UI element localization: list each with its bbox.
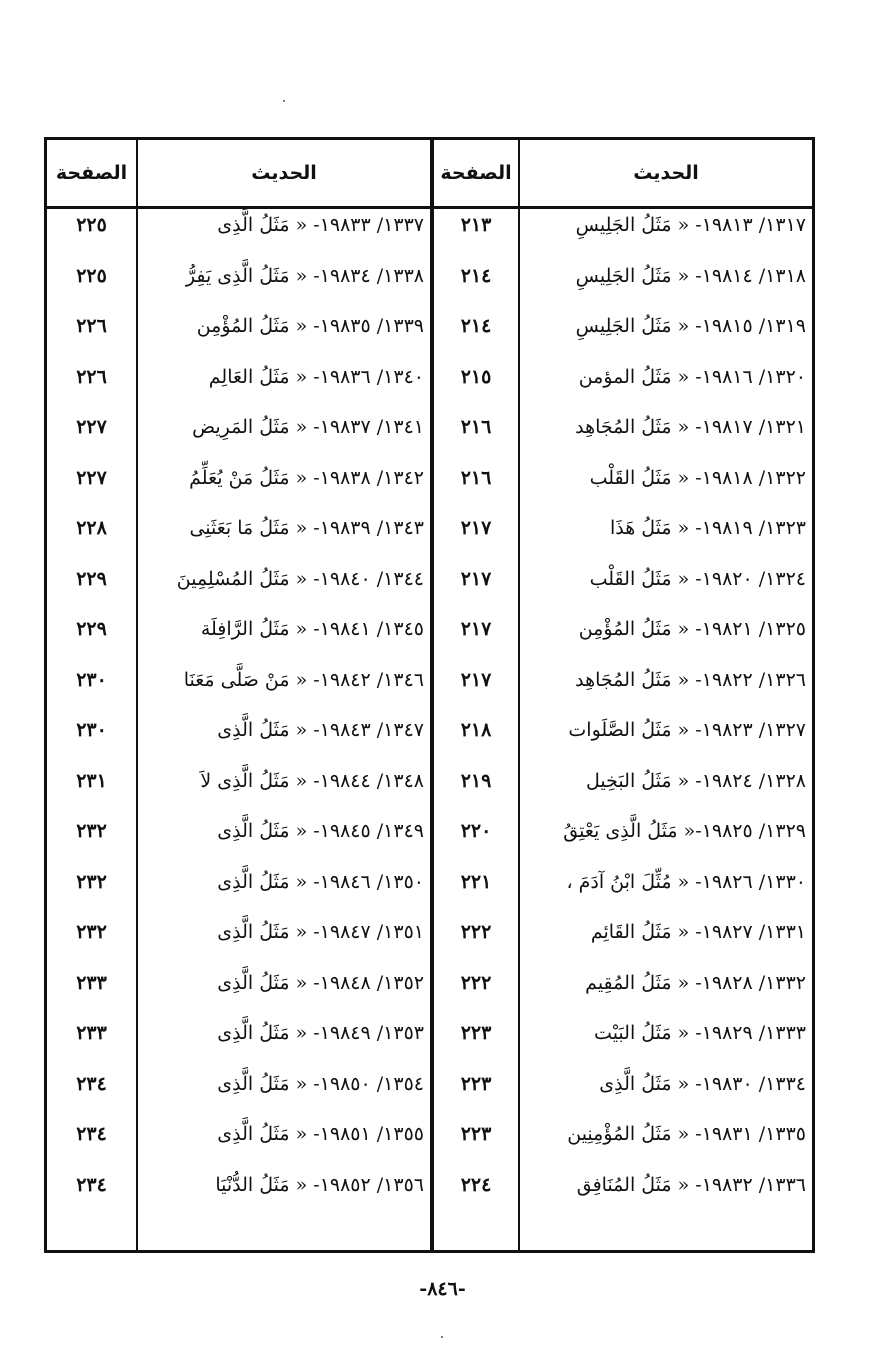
page-ref-right: ٢١٦ [460, 466, 492, 489]
page-number: -٨٤٦- [419, 1278, 466, 1300]
page-ref-right: ٢١٥ [460, 365, 492, 388]
hadith-entry-left: ١٣٤٦/ ١٩٨٤٢- « مَنْ صَلَّى مَعَنَا [183, 668, 424, 691]
hadith-entry-left: ١٣٤٧/ ١٩٨٤٣- « مَثَلُ الَّذِى [217, 719, 424, 741]
page-ref-left: ٢٣١ [76, 769, 107, 792]
hadith-entry-left: ١٣٤٢/ ١٩٨٣٨- « مَثَلُ مَنْ يُعَلِّمُ [189, 466, 424, 489]
page-ref-right: ٢١٧ [460, 517, 492, 539]
hadith-entry-right: ١٣٢٨/ ١٩٨٢٤- « مَثَلُ البَخِيل [586, 769, 806, 792]
hadith-entry-right: ١٣٢٥/ ١٩٨٢١- « مَثَلُ المُؤْمِن [578, 618, 806, 640]
hadith-entry-left: ١٣٤٠/ ١٩٨٣٦- « مَثَلُ العَالِم [208, 365, 424, 388]
page-ref-left: ٢٢٨ [76, 517, 107, 539]
hadith-entry-right: ١٣٣٢/ ١٩٨٢٨- « مَثَلُ المُقِيم [585, 971, 806, 994]
hadith-entry-left: ١٣٤٣/ ١٩٨٣٩- « مَثَلُ مَا بَعَثَنِى [189, 517, 424, 539]
hadith-entry-left: ١٣٣٩/ ١٩٨٣٥- « مَثَلُ المُؤْمِن [196, 315, 424, 337]
hadith-entry-left: ١٣٣٨/ ١٩٨٣٤- « مَثَلُ الَّذِى يَفِرُّ [185, 264, 424, 287]
page-ref-right: ٢١٦ [460, 416, 492, 438]
hadith-entry-left: ١٣٥٤/ ١٩٨٥٠- « مَثَلُ الَّذِى [217, 1072, 424, 1095]
header-hadith-right: الحديث [633, 162, 699, 184]
page-ref-left: ٢٣٢ [76, 820, 107, 842]
index-table [44, 137, 815, 1253]
page-ref-right: ٢١٣ [460, 214, 492, 236]
page-ref-left: ٢٣٣ [76, 1022, 107, 1044]
hadith-entry-left: ١٣٥٢/ ١٩٨٤٨- « مَثَلُ الَّذِى [217, 971, 424, 994]
page-ref-left: ٢٢٩ [76, 567, 107, 590]
page-ref-left: ٢٢٦ [76, 365, 107, 388]
page-ref-right: ٢١٧ [460, 668, 492, 691]
hadith-entry-right: ١٣٢٧/ ١٩٨٢٣- « مَثَلُ الصَّلَوات [568, 719, 806, 741]
hadith-entry-left: ١٣٥٥/ ١٩٨٥١- « مَثَلُ الَّذِى [217, 1123, 424, 1145]
page-ref-right: ٢٢٣ [460, 1072, 492, 1095]
hadith-entry-right: ١٣٣٥/ ١٩٨٣١- « مَثَلُ المُؤْمِنِين [567, 1123, 806, 1145]
page-ref-left: ٢٣٢ [76, 870, 107, 893]
hadith-entry-left: ١٣٤٤/ ١٩٨٤٠- « مَثَلُ المُسْلِمِينَ [176, 567, 424, 590]
page-ref-right: ٢١٤ [460, 315, 492, 337]
hadith-entry-right: ١٣١٨/ ١٩٨١٤- « مَثَلُ الجَلِيسِ [575, 264, 806, 287]
page-ref-left: ٢٢٦ [76, 315, 107, 337]
page-ref-left: ٢٢٧ [76, 466, 107, 489]
hadith-entry-left: ١٣٤٨/ ١٩٨٤٤- « مَثَلُ الَّذِى لاَ [200, 769, 424, 792]
hadith-entry-right: ١٣١٩/ ١٩٨١٥- « مَثَلُ الجَلِيسِ [575, 315, 806, 337]
page-ref-right: ٢٢١ [460, 870, 492, 893]
page-ref-right: ٢٢٢ [460, 971, 492, 994]
page-ref-right: ٢١٨ [460, 719, 492, 741]
hadith-entry-left: ١٣٤١/ ١٩٨٣٧- « مَثَلُ المَرِيض [192, 416, 424, 438]
page-ref-right: ٢٢٤ [460, 1173, 492, 1196]
hadith-entry-right: ١٣٣١/ ١٩٨٢٧- « مَثَلُ القَائِم [590, 921, 806, 943]
page-ref-left: ٢٣٤ [76, 1173, 107, 1196]
page-ref-left: ٢٢٥ [76, 214, 107, 236]
page-ref-right: ٢٢٠ [460, 820, 492, 842]
page-ref-left: ٢٣٣ [76, 971, 107, 994]
hadith-entry-right: ١٣٣٣/ ١٩٨٢٩- « مَثَلُ البَيْت [594, 1022, 806, 1044]
hadith-entry-right: ١٣٢٩/ ١٩٨٢٥-« مَثَلُ الَّذِى يَعْتِقُ [563, 820, 806, 842]
page-ref-right: ٢١٧ [460, 618, 492, 640]
hadith-entry-left: ١٣٥٣/ ١٩٨٤٩- « مَثَلُ الَّذِى [217, 1022, 424, 1044]
page-ref-left: ٢٣٠ [76, 668, 107, 691]
hadith-entry-left: ١٣٣٧/ ١٩٨٣٣- « مَثَلُ الَّذِى [217, 214, 424, 236]
page-ref-right: ٢١٤ [460, 264, 492, 287]
page-ref-left: ٢٢٩ [76, 618, 107, 640]
header-page-left: الصفحة [55, 162, 128, 184]
page-ref-right: ٢٢٣ [460, 1022, 492, 1044]
page-ref-left: ٢٣٤ [76, 1123, 107, 1145]
hadith-entry-right: ١٣٣٠/ ١٩٨٢٦- « مُثِّلَ ابْنُ آدَمَ ، [566, 870, 806, 893]
page-ref-right: ٢١٩ [460, 769, 492, 792]
page-ref-left: ٢٣٢ [76, 921, 107, 943]
speck [441, 1336, 443, 1338]
hadith-entry-left: ١٣٥٠/ ١٩٨٤٦- « مَثَلُ الَّذِى [217, 870, 424, 893]
hadith-entry-right: ١٣٢٣/ ١٩٨١٩- « مَثَلُ هَذَا [609, 517, 806, 539]
hadith-entry-right: ١٣٢٢/ ١٩٨١٨- « مَثَلُ القَلْب [589, 466, 806, 489]
hadith-entry-right: ١٣٢٠/ ١٩٨١٦- « مَثَلُ المؤمن [578, 365, 806, 388]
hadith-entry-right: ١٣٣٦/ ١٩٨٣٢- « مَثَلُ المُنَافِق [576, 1173, 806, 1196]
page-ref-left: ٢٣٠ [76, 719, 107, 741]
header-hadith-left: الحديث [251, 162, 317, 184]
page-ref-left: ٢٣٤ [76, 1072, 107, 1095]
page-ref-right: ٢٢٢ [460, 921, 492, 943]
page-ref-right: ٢٢٣ [460, 1123, 492, 1145]
header-page-right: الصفحة [440, 162, 512, 184]
hadith-entry-right: ١٣٢٤/ ١٩٨٢٠- « مَثَلُ القَلْب [589, 567, 806, 590]
hadith-entry-right: ١٣٣٤/ ١٩٨٣٠- « مَثَلُ الَّذِى [599, 1072, 806, 1095]
hadith-entry-left: ١٣٥١/ ١٩٨٤٧- « مَثَلُ الَّذِى [217, 921, 424, 943]
page-ref-right: ٢١٧ [460, 567, 492, 590]
page-ref-left: ٢٢٧ [76, 416, 107, 438]
hadith-entry-left: ١٣٤٩/ ١٩٨٤٥- « مَثَلُ الَّذِى [217, 820, 424, 842]
hadith-entry-right: ١٣١٧/ ١٩٨١٣- « مَثَلُ الجَلِيسِ [575, 214, 806, 236]
hadith-entry-right: ١٣٢٦/ ١٩٨٢٢- « مَثَلُ المُجَاهِد [575, 668, 806, 691]
hadith-entry-right: ١٣٢١/ ١٩٨١٧- « مَثَلُ المُجَاهِد [575, 416, 806, 438]
hadith-entry-left: ١٣٥٦/ ١٩٨٥٢- « مَثَلُ الدُّنْيَا [215, 1173, 424, 1196]
page-ref-left: ٢٢٥ [76, 264, 107, 287]
speck [283, 100, 285, 102]
hadith-entry-left: ١٣٤٥/ ١٩٨٤١- « مَثَلُ الرَّافِلَة [200, 618, 424, 640]
